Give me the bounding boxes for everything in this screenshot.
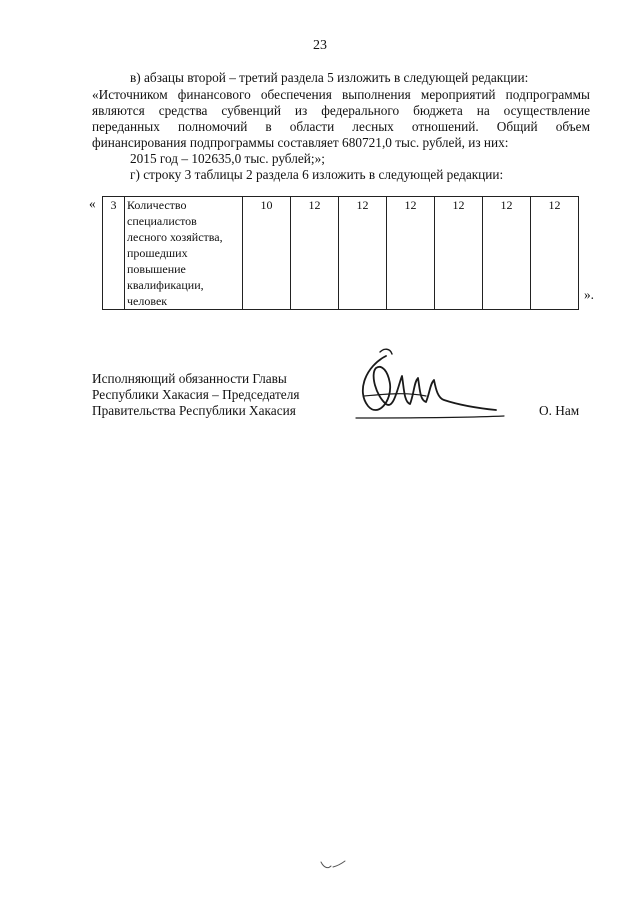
scan-mark-icon <box>318 858 348 872</box>
amendment-v-para-line-3: переданных полномочий в области лесных отношений. Общий объем <box>92 119 590 134</box>
table-row <box>103 197 579 310</box>
table-close-quote: ». <box>584 287 594 302</box>
row-number-cell: 3 <box>103 197 125 310</box>
amendment-v-year-line: 2015 год – 102635,0 тыс. рублей;»; <box>130 151 325 166</box>
signatory-name: О. Нам <box>539 403 580 418</box>
signatory-title-line-3: Правительства Республики Хакасия <box>92 403 296 418</box>
signatory-title-line-2: Республики Хакасия – Председателя <box>92 387 300 402</box>
amendment-v-para-line-4: финансирования подпрограммы составляет 680721,0 тыс. рублей, из них: <box>92 135 509 150</box>
row-value-cell-4: 12 <box>387 197 435 310</box>
row-value-cell-1: 10 <box>243 197 291 310</box>
table-row-3 <box>102 196 579 310</box>
row-value-cell-7: 12 <box>531 197 579 310</box>
row-value-cell-6: 12 <box>483 197 531 310</box>
amendment-v-para-line-2: являются средства субвенций из федерального бюджета на осуществление <box>92 103 590 118</box>
signatory-title <box>92 371 299 419</box>
amendment-g-intro: г) строку 3 таблицы 2 раздела 6 изложить в следующей редакции: <box>130 167 504 182</box>
page-number: 23 <box>313 38 327 53</box>
row-value-cell-5: 12 <box>435 197 483 310</box>
row-name-cell: Количество специалистов лесного хозяйства, прошедших повышение квалификации, человек <box>125 197 243 310</box>
row-value-cell-3: 12 <box>339 197 387 310</box>
handwritten-signature <box>346 346 506 426</box>
amendment-v-para-line-1: «Источником финансового обеспечения выполнения мероприятий подпрограммы <box>92 87 590 102</box>
table-open-quote: « <box>89 196 96 211</box>
signatory-title-line-1: Исполняющий обязанности Главы <box>92 371 287 386</box>
row-value-cell-2: 12 <box>291 197 339 310</box>
amendment-v-intro: в) абзацы второй – третий раздела 5 изложить в следующей редакции: <box>130 70 529 85</box>
